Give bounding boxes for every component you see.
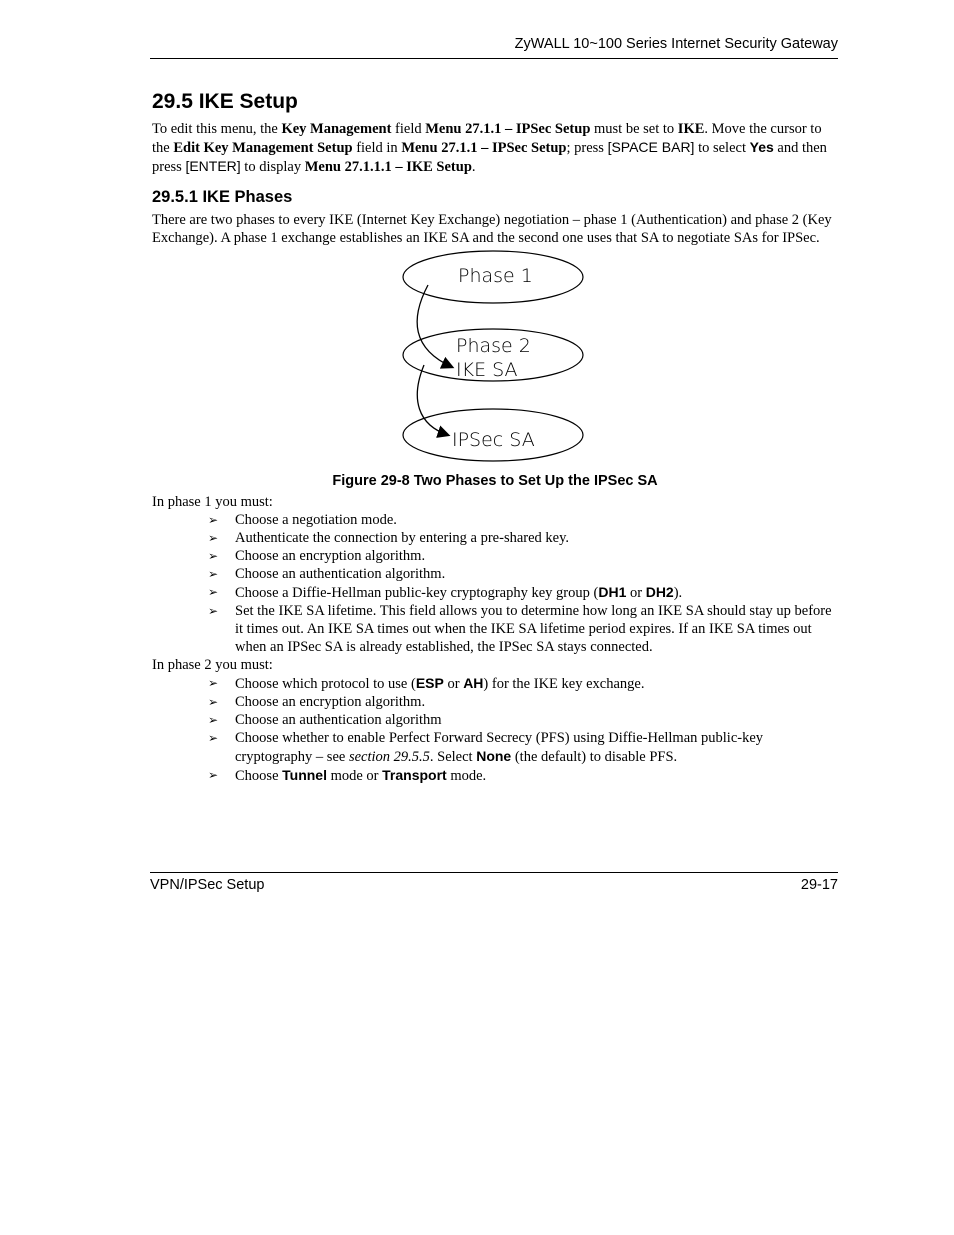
- subsection-paragraph: There are two phases to every IKE (Internet Key Exchange) negotiation – phase 1 (Authentication) and phase 2 (Key Exchange). A phase 1 exchange establishes an IKE SA and the second one uses that SA to negotiate SAs for IPSec.: [152, 212, 832, 246]
- phase1-list: [152, 511, 838, 656]
- phase2-list: [152, 674, 838, 785]
- text-run: mode.: [446, 768, 487, 784]
- text-run: To edit this menu, the: [152, 121, 282, 137]
- text-run: Edit Key Management Setup: [173, 140, 353, 156]
- text-run: Choose whether to enable Perfect Forward Secrecy (PFS) using Diffie-Hellman public-key cryptography – see: [235, 730, 764, 765]
- ike-phases-figure: [152, 249, 838, 471]
- phase2-to-ipsec-arrow: [417, 365, 448, 435]
- list-item: [208, 729, 838, 766]
- bullet-arrow-icon: ➢: [208, 731, 219, 745]
- text-run: field in: [352, 140, 402, 156]
- list-item: [208, 711, 838, 729]
- phase2-lead: In phase 2 you must:: [152, 657, 273, 673]
- text-run: ) for the IKE key exchange.: [483, 676, 645, 692]
- page-footer: [150, 872, 838, 893]
- text-run: None: [476, 748, 512, 764]
- text-run: ; press: [566, 140, 608, 156]
- text-run: Menu 27.1.1.1 – IKE Setup: [304, 159, 472, 175]
- text-run: and then press: [152, 140, 827, 175]
- text-run: Choose a negotiation mode.: [235, 512, 397, 528]
- subsection-heading: 29.5.1 IKE Phases: [152, 188, 293, 206]
- section-intro: [152, 120, 838, 176]
- text-run: Yes: [749, 139, 774, 155]
- page-content: [152, 90, 838, 785]
- text-run: Key Management: [281, 121, 392, 137]
- text-run: Set the IKE SA lifetime. This field allows you to determine how long an IKE SA should stay up before it times out. An IKE SA times out when the IKE SA lifetime period expires. If an IKE SA times out when an IPSec SA is already established, the IPSec SA stays connected.: [235, 603, 832, 655]
- list-item: [208, 583, 838, 602]
- text-run: to display: [240, 159, 305, 175]
- text-run: or: [443, 676, 464, 692]
- text-run: or: [626, 585, 646, 601]
- text-run: DH2: [645, 584, 674, 600]
- bullet-arrow-icon: ➢: [208, 713, 219, 727]
- phase1-label: Phase 1: [458, 265, 533, 287]
- bullet-arrow-icon: ➢: [208, 604, 219, 618]
- text-run: . Move the cursor to the: [152, 121, 822, 156]
- list-item: [208, 674, 838, 693]
- text-run: mode or: [326, 768, 383, 784]
- ike-phases-diagram: [400, 249, 590, 469]
- bullet-arrow-icon: ➢: [208, 567, 219, 581]
- text-run: .: [471, 159, 476, 175]
- text-run: . Select: [429, 749, 477, 765]
- list-item: [208, 693, 838, 711]
- list-item: [208, 602, 838, 656]
- list-item: [208, 511, 838, 529]
- text-run: field: [391, 121, 426, 137]
- list-item: [208, 565, 838, 583]
- text-run: Menu 27.1.1 – IPSec Setup: [425, 121, 591, 137]
- text-run: Menu 27.1.1 – IPSec Setup: [401, 140, 567, 156]
- bullet-arrow-icon: ➢: [208, 513, 219, 527]
- text-run: to select: [694, 140, 750, 156]
- text-run: Tunnel: [282, 767, 327, 783]
- text-run: Choose a Diffie-Hellman public-key cryptography key group (: [235, 585, 599, 601]
- bullet-arrow-icon: ➢: [208, 768, 219, 782]
- footer-section: VPN/IPSec Setup: [150, 877, 265, 893]
- text-run: Choose an encryption algorithm.: [235, 548, 426, 564]
- phase1-lead: In phase 1 you must:: [152, 494, 273, 510]
- text-run: AH: [463, 675, 484, 691]
- ipsec-sa-label: IPSec SA: [452, 429, 535, 451]
- text-run: must be set to: [590, 121, 678, 137]
- text-run: Choose: [235, 768, 283, 784]
- bullet-arrow-icon: ➢: [208, 549, 219, 563]
- text-run: Choose an authentication algorithm: [235, 712, 442, 728]
- phase2-label: Phase 2: [456, 335, 531, 357]
- list-item: [208, 529, 838, 547]
- bullet-arrow-icon: ➢: [208, 695, 219, 709]
- bullet-arrow-icon: ➢: [208, 531, 219, 545]
- text-run: Choose an authentication algorithm.: [235, 566, 446, 582]
- text-run: Choose which protocol to use (: [235, 676, 416, 692]
- list-item: [208, 547, 838, 565]
- text-run: Choose an encryption algorithm.: [235, 694, 426, 710]
- text-run: ESP: [415, 675, 444, 691]
- page-header: [150, 36, 838, 59]
- section-heading: 29.5 IKE Setup: [152, 90, 298, 113]
- bullet-arrow-icon: ➢: [208, 676, 219, 690]
- text-run: DH1: [598, 584, 627, 600]
- text-run: IKE: [677, 121, 705, 137]
- text-run: ).: [673, 585, 683, 601]
- page-number: 29-17: [800, 877, 838, 893]
- header-title: ZyWALL 10~100 Series Internet Security Gateway: [514, 36, 838, 52]
- figure-caption: Figure 29-8 Two Phases to Set Up the IPSec SA: [332, 473, 658, 489]
- text-run: section 29.5.5: [348, 749, 430, 765]
- bullet-arrow-icon: ➢: [208, 585, 219, 599]
- text-run: Transport: [382, 767, 447, 783]
- text-run: [ENTER]: [185, 158, 241, 174]
- text-run: Authenticate the connection by entering a pre-shared key.: [235, 530, 570, 546]
- text-run: [SPACE BAR]: [607, 139, 695, 155]
- list-item: [208, 766, 838, 785]
- text-run: (the default) to disable PFS.: [511, 749, 678, 765]
- ike-sa-label: IKE SA: [456, 359, 518, 381]
